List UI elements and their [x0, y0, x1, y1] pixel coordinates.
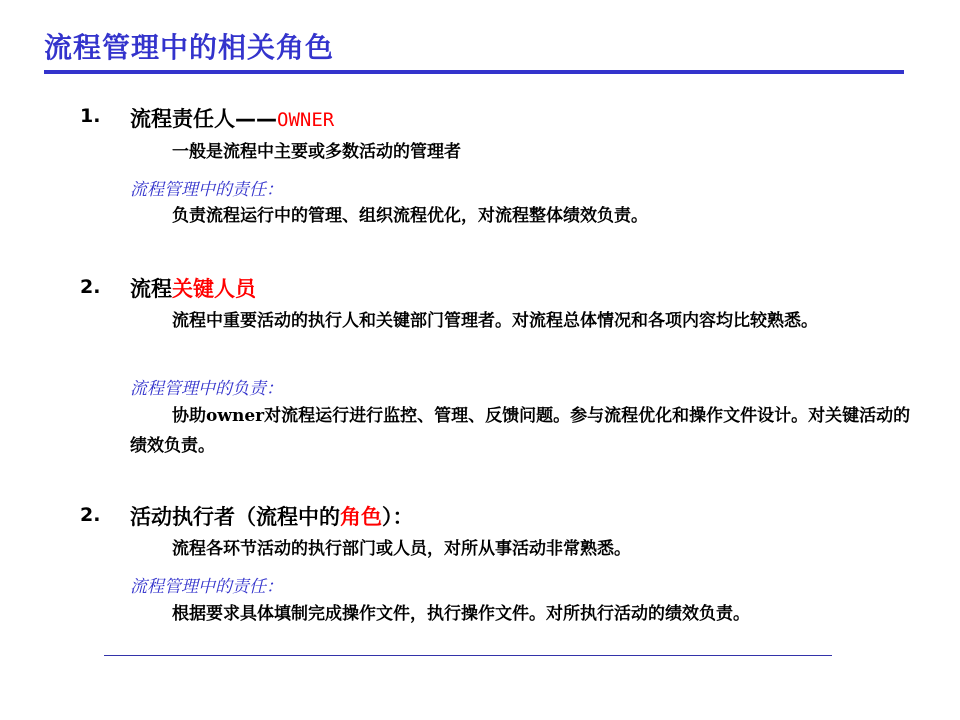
- section-description: 流程各环节活动的执行部门或人员，对所从事活动非常熟悉。: [172, 539, 631, 559]
- heading-prefix: 活动执行者（流程中的: [130, 505, 340, 529]
- heading-suffix: ）：: [382, 505, 414, 529]
- heading-prefix: 流程: [130, 277, 172, 301]
- section-number: 2.: [80, 504, 101, 526]
- sub-text: 协助owner对流程运行进行监控、管理、反馈问题。参与流程优化和操作文件设计。对关键活动的绩效负责。: [130, 406, 911, 456]
- sub-text: 负责流程运行中的管理、组织流程优化，对流程整体绩效负责。: [172, 206, 648, 226]
- section-description: 流程中重要活动的执行人和关键部门管理者。对流程总体情况和各项内容均比较熟悉。: [172, 311, 818, 331]
- section-heading: [130, 103, 334, 133]
- sub-label: 流程管理中的负责：: [130, 379, 283, 399]
- title-divider: [44, 70, 904, 74]
- section-description: 一般是流程中主要或多数活动的管理者: [172, 142, 461, 162]
- section-heading: [130, 273, 256, 303]
- sub-text: 根据要求具体填制完成操作文件，执行操作文件。对所执行活动的绩效负责。: [172, 604, 750, 624]
- sub-label: 流程管理中的责任：: [130, 180, 283, 200]
- heading-highlight: OWNER: [277, 109, 335, 131]
- heading-highlight: 角色: [340, 505, 382, 529]
- heading-highlight: 关键人员: [172, 277, 256, 301]
- footer-divider: [104, 655, 832, 656]
- page-title: 流程管理中的相关角色: [44, 31, 335, 64]
- section-number: 2.: [80, 276, 101, 298]
- heading-prefix: 流程责任人——: [130, 107, 277, 131]
- section-heading: [130, 501, 414, 531]
- sub-label: 流程管理中的责任：: [130, 577, 283, 597]
- section-number: 1.: [80, 105, 101, 127]
